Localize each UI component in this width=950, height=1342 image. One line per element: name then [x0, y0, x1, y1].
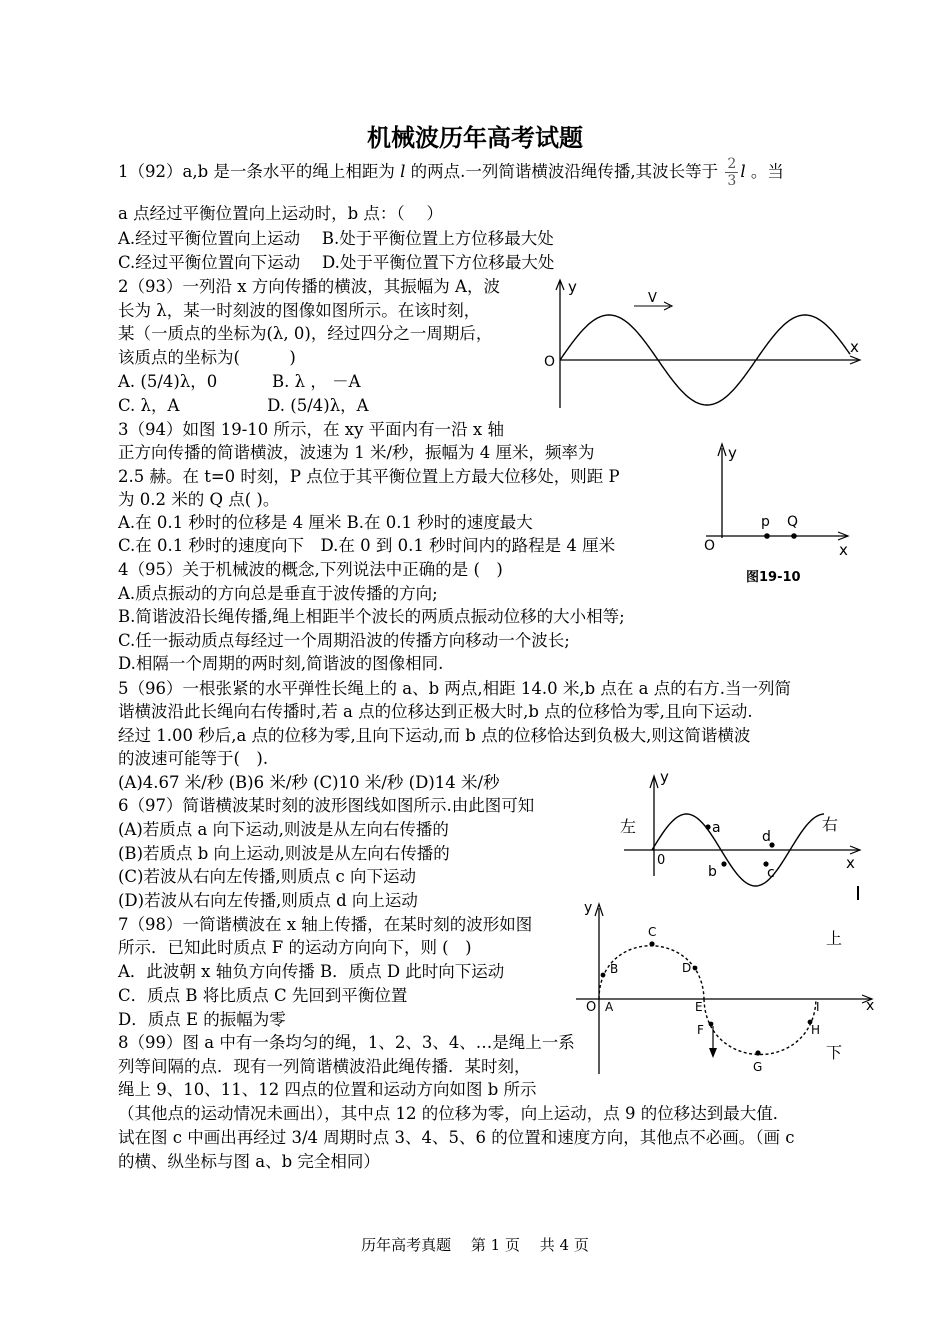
q3-line2: 正方向传播的简谐横波，波速为 1 米/秒，振幅为 4 厘米，频率为: [118, 443, 595, 462]
q6-option-b: (B)若质点 b 向上运动,则波是从左向右传播的: [118, 844, 450, 863]
q6-option-c: (C)若波从右向左传播,则质点 c 向下运动: [118, 867, 416, 886]
q7-up-label: 上: [826, 929, 843, 948]
q7-label-H: H: [811, 1023, 821, 1037]
q2-y-label: y: [568, 278, 577, 296]
q3-line4: 为 0.2 米的 Q 点( )。: [118, 490, 280, 509]
q6-option-a: (A)若质点 a 向下运动,则波是从左向右传播的: [118, 820, 449, 839]
q5-line2: 谐横波沿此长绳向右传播时,若 a 点的位移达到正极大时,b 点的位移恰为零,且向下运动.: [118, 702, 753, 721]
q5-options: (A)4.67 米/秒 (B)6 米/秒 (C)10 米/秒 (D)14 米/秒: [118, 773, 500, 792]
q3-label-q: Q: [787, 514, 799, 530]
q6-point-a: [705, 824, 710, 829]
q4-line1: 4（95）关于机械波的概念,下列说法中正确的是 ( ): [118, 560, 503, 579]
q3-line3: 2.5 赫。在 t=0 时刻，P 点位于其平衡位置上方最大位移处，则距 P: [118, 467, 620, 486]
q2-velocity-label: V: [648, 291, 657, 306]
q7-label-D: D: [682, 961, 692, 975]
q2-option-cd: C. λ，A D. (5/4)λ，A: [118, 396, 369, 415]
q1-text-b: 的两点.一列简谐横波沿绳传播,其波长等于: [410, 162, 719, 181]
q8-line3: 绳上 9、10、11、12 四点的位置和运动方向如图 b 所示: [118, 1080, 537, 1099]
q1-option-cd: C.经过平衡位置向下运动 D.处于平衡位置下方位移最大处: [118, 253, 555, 272]
q1-line1: [118, 156, 784, 189]
q6-origin: 0: [657, 853, 666, 868]
q1-line2: a 点经过平衡位置向上运动时，b 点：（ ）: [118, 204, 443, 223]
q2-origin: O: [544, 354, 556, 370]
q4-option-d: D.相隔一个周期的两时刻,简谐波的图像相同.: [118, 654, 444, 673]
q7-label-I: I: [816, 1000, 820, 1014]
q7-label-G: G: [753, 1060, 763, 1074]
q7-y-label: y: [584, 900, 593, 916]
q6-line1: 6（97）简谐横波某时刻的波形图线如图所示.由此图可知: [118, 796, 535, 815]
q8-line4: （其他点的运动情况未画出），其中点 12 的位移为零，向上运动，点 9 的位移达到最大值．: [118, 1104, 790, 1123]
q6-wave-figure: [612, 768, 867, 903]
q3-point-q: [791, 533, 797, 539]
q7-down-label: 下: [826, 1043, 843, 1062]
q3-option-cd: C.在 0.1 秒时的速度向下 D.在 0 到 0.1 秒时间内的路程是 4 厘米: [118, 536, 616, 555]
q6-y-label: y: [660, 768, 669, 786]
q3-origin: O: [704, 538, 716, 554]
q3-line1: 3（94）如图 19-10 所示，在 xy 平面内有一沿 x 轴: [118, 420, 504, 439]
q7-label-C: C: [648, 925, 657, 939]
q2-option-ab: A. (5/4)λ，0 B. λ ， －A: [118, 372, 361, 391]
q1-fraction-num: 2: [727, 156, 737, 172]
q3-option-ab: A.在 0.1 秒时的位移是 4 厘米 B.在 0.1 秒时的速度最大: [118, 513, 533, 532]
q3-figure: [698, 440, 858, 590]
q2-line2: 长为 λ，某一时刻波的图像如图所示。在该时刻，: [118, 301, 481, 320]
q7-option-ab: A．此波朝 x 轴负方向传播 B．质点 D 此时向下运动: [118, 962, 505, 981]
q7-trough-curve: [704, 999, 816, 1055]
q1-text-a: 1（92）a,b 是一条水平的绳上相距为: [118, 162, 395, 181]
q7-origin: O: [586, 1000, 597, 1015]
q6-point-b: [721, 861, 726, 866]
q7-label-F: F: [697, 1023, 704, 1037]
q2-x-label: x: [850, 338, 859, 356]
q4-option-a: A.质点振动的方向总是垂直于波传播的方向;: [118, 584, 438, 603]
q3-x-label: x: [839, 541, 848, 559]
q6-label-c: c: [767, 865, 775, 881]
q7-label-E: E: [695, 1000, 703, 1014]
q2-line1: 2（93）一列沿 x 方向传播的横波，其振幅为 A，波: [118, 277, 500, 296]
q5-line3: 经过 1.00 秒后,a 点的位移为零,且向下运动,而 b 点的位移恰达到负极大,则这简谐横波: [118, 726, 751, 745]
q6-x-label: x: [846, 854, 855, 872]
q3-y-label: y: [728, 444, 737, 462]
q6-label-a: a: [712, 820, 721, 836]
q2-line4: 该质点的坐标为( ): [118, 348, 296, 367]
q1-text-c: 。当: [750, 162, 784, 181]
q1-l: l: [400, 162, 406, 181]
q3-label-p: p: [761, 514, 770, 530]
q4-option-b: B.简谐波沿长绳传播,绳上相距半个波长的两质点振动位移的大小相等;: [118, 607, 625, 626]
page-footer: 历年高考真题 第 1 页 共 4 页: [361, 1236, 589, 1254]
q6-left-label: 左: [620, 817, 637, 836]
q8-line6: 的横、纵坐标与图 a、b 完全相同）: [118, 1152, 380, 1171]
q7-option-c: C．质点 B 将比质点 C 先回到平衡位置: [118, 986, 408, 1005]
q8-line5: 试在图 c 中画出再经过 3/4 周期时点 3、4、5、6 的位置和速度方向，其他点不必画。（画 c: [118, 1128, 795, 1147]
q1-fraction-den: 3: [727, 173, 737, 189]
q7-line1: 7（98）一简谐横波在 x 轴上传播，在某时刻的波形如图: [118, 915, 533, 934]
q5-line4: 的波速可能等于( ).: [118, 749, 269, 768]
q6-label-b: b: [708, 864, 717, 880]
q3-caption: 图19-10: [746, 570, 801, 585]
q8-line2: 列等间隔的点．现有一列简谐横波沿此绳传播．某时刻，: [118, 1057, 531, 1076]
q2-line3: 某（一质点的坐标为(λ, 0)，经过四分之一周期后，: [118, 324, 493, 343]
q4-option-c: C.任一振动质点每经过一个周期沿波的传播方向移动一个波长;: [118, 631, 570, 650]
q7-wave-figure: [572, 898, 882, 1078]
q2-wave-figure: [538, 278, 868, 413]
q6-option-d: (D)若波从右向左传播,则质点 d 向上运动: [118, 891, 418, 910]
q3-point-p: [764, 533, 770, 539]
q5-line1: 5（96）一根张紧的水平弹性长绳上的 a、b 两点,相距 14.0 米,b 点在 a 点的右方.当一列简: [118, 679, 791, 698]
q7-label-B: B: [610, 962, 619, 976]
q7-label-A: A: [605, 1000, 614, 1014]
q6-right-label: 右: [822, 815, 839, 834]
q7-x-label: x: [866, 998, 875, 1014]
q1-fraction: [725, 156, 738, 189]
q8-line1: 8（99）图 a 中有一条均匀的绳，1、2、3、4、…是绳上一系: [118, 1033, 575, 1052]
q6-label-d: d: [762, 829, 771, 845]
q1-l2: l: [740, 162, 746, 181]
q1-option-ab: A.经过平衡位置向上运动 B.处于平衡位置上方位移最大处: [118, 229, 554, 248]
page-title: 机械波历年高考试题: [367, 124, 583, 152]
q7-line2: 所示．已知此时质点 F 的运动方向向下，则 ( ): [118, 938, 472, 957]
q7-option-d: D．质点 E 的振幅为零: [118, 1010, 286, 1029]
